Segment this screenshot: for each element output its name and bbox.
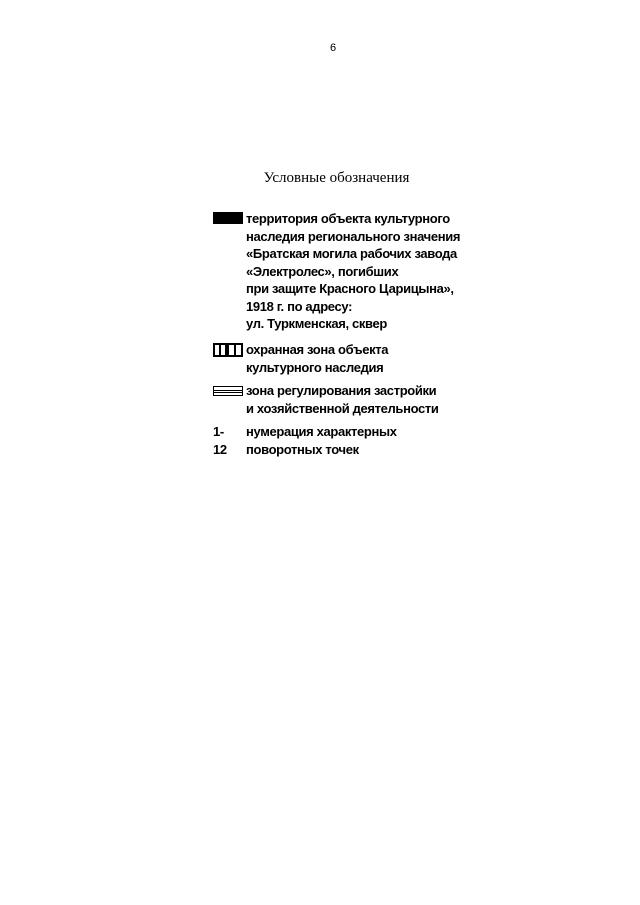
regulation-zone-symbol-icon <box>213 386 243 396</box>
legend-item-text: зона регулирования застройки и хозяйственной деятельности <box>246 383 439 416</box>
protection-zone-symbol-icon <box>213 343 243 357</box>
legend-item-text: территория объекта культурного наследия регионального значения «Братская могила рабочих завода «Электролес», погибших при защите Красного Царицына», 1918 г. по адресу: ул. Туркменская, сквер <box>246 211 461 331</box>
territory-symbol-icon <box>213 212 243 224</box>
legend-item-text: нумерация характерных поворотных точек <box>246 424 397 457</box>
numbering-label: 1-12 <box>213 424 227 457</box>
legend-item-text: охранная зона объекта культурного наследия <box>246 342 389 375</box>
page-number: 6 <box>329 42 337 54</box>
legend-title: Условные обозначения <box>263 170 410 186</box>
